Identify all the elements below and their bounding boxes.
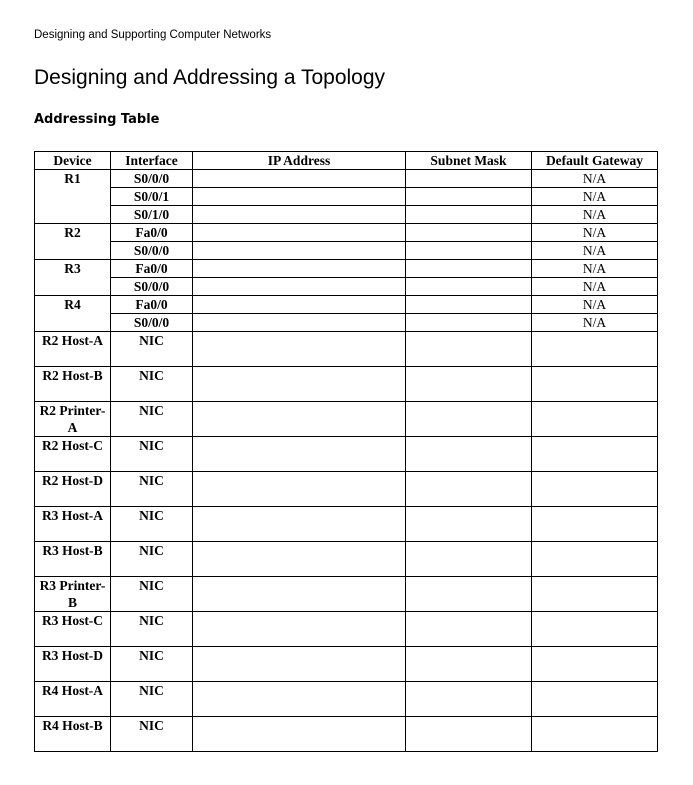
table-row [35,507,658,542]
device-cell: R2 [35,224,111,260]
interface-cell: Fa0/0 [111,260,193,278]
device-cell: R3 Printer-B [35,577,111,612]
ip-address-cell[interactable] [193,402,406,437]
default-gateway-cell[interactable] [532,437,658,472]
default-gateway-cell[interactable] [532,682,658,717]
interface-cell: NIC [111,542,193,577]
column-header-interface: Interface [111,152,193,170]
addressing-table [34,151,658,752]
ip-address-cell[interactable] [193,314,406,332]
ip-address-cell[interactable] [193,188,406,206]
ip-address-cell[interactable] [193,278,406,296]
ip-address-cell[interactable] [193,612,406,647]
subnet-mask-cell[interactable] [406,206,532,224]
table-row [35,682,658,717]
subnet-mask-cell[interactable] [406,717,532,752]
interface-cell: NIC [111,717,193,752]
interface-cell: NIC [111,472,193,507]
default-gateway-cell: N/A [532,314,658,332]
table-row [35,188,658,206]
subnet-mask-cell[interactable] [406,224,532,242]
ip-address-cell[interactable] [193,717,406,752]
table-row [35,314,658,332]
default-gateway-cell[interactable] [532,647,658,682]
subnet-mask-cell[interactable] [406,188,532,206]
subnet-mask-cell[interactable] [406,296,532,314]
table-row [35,647,658,682]
ip-address-cell[interactable] [193,507,406,542]
interface-cell: NIC [111,577,193,612]
subnet-mask-cell[interactable] [406,507,532,542]
ip-address-cell[interactable] [193,260,406,278]
column-header-subnet-mask: Subnet Mask [406,152,532,170]
subnet-mask-cell[interactable] [406,472,532,507]
device-cell: R3 Host-D [35,647,111,682]
table-row [35,278,658,296]
default-gateway-cell[interactable] [532,577,658,612]
default-gateway-cell[interactable] [532,507,658,542]
interface-cell: Fa0/0 [111,224,193,242]
default-gateway-cell: N/A [532,260,658,278]
device-cell: R3 Host-C [35,612,111,647]
interface-cell: NIC [111,367,193,402]
interface-cell: NIC [111,332,193,367]
default-gateway-cell: N/A [532,296,658,314]
column-header-device: Device [35,152,111,170]
device-cell: R3 Host-A [35,507,111,542]
interface-cell: NIC [111,647,193,682]
interface-cell: S0/0/0 [111,278,193,296]
interface-cell: NIC [111,437,193,472]
table-row [35,472,658,507]
default-gateway-cell[interactable] [532,612,658,647]
table-row [35,332,658,367]
table-header-row [35,152,658,170]
ip-address-cell[interactable] [193,224,406,242]
subnet-mask-cell[interactable] [406,260,532,278]
subnet-mask-cell[interactable] [406,278,532,296]
table-row [35,437,658,472]
table-row [35,170,658,188]
subnet-mask-cell[interactable] [406,542,532,577]
interface-cell: NIC [111,612,193,647]
table-row [35,542,658,577]
table-row [35,260,658,278]
interface-cell: NIC [111,507,193,542]
interface-cell: S0/0/0 [111,314,193,332]
subnet-mask-cell[interactable] [406,612,532,647]
page-title: Designing and Addressing a Topology [34,66,386,89]
subnet-mask-cell[interactable] [406,577,532,612]
default-gateway-cell[interactable] [532,542,658,577]
section-heading: Addressing Table [34,112,160,127]
ip-address-cell[interactable] [193,437,406,472]
ip-address-cell[interactable] [193,682,406,717]
device-cell: R2 Host-C [35,437,111,472]
device-cell: R1 [35,170,111,224]
ip-address-cell[interactable] [193,367,406,402]
subnet-mask-cell[interactable] [406,332,532,367]
interface-cell: Fa0/0 [111,296,193,314]
interface-cell: S0/1/0 [111,206,193,224]
subnet-mask-cell[interactable] [406,682,532,717]
device-cell: R2 Host-A [35,332,111,367]
device-cell: R2 Printer-A [35,402,111,437]
table-row [35,367,658,402]
ip-address-cell[interactable] [193,206,406,224]
device-cell: R2 Host-D [35,472,111,507]
device-cell: R2 Host-B [35,367,111,402]
ip-address-cell[interactable] [193,577,406,612]
interface-cell: NIC [111,402,193,437]
default-gateway-cell: N/A [532,224,658,242]
default-gateway-cell: N/A [532,278,658,296]
default-gateway-cell: N/A [532,188,658,206]
running-header: Designing and Supporting Computer Networks [34,29,272,41]
table-row [35,717,658,752]
column-header-default-gateway: Default Gateway [532,152,658,170]
subnet-mask-cell[interactable] [406,647,532,682]
ip-address-cell[interactable] [193,542,406,577]
table-row [35,206,658,224]
interface-cell: S0/0/1 [111,188,193,206]
default-gateway-cell[interactable] [532,472,658,507]
default-gateway-cell: N/A [532,170,658,188]
ip-address-cell[interactable] [193,242,406,260]
subnet-mask-cell[interactable] [406,242,532,260]
column-header-ip-address: IP Address [193,152,406,170]
default-gateway-cell: N/A [532,242,658,260]
subnet-mask-cell[interactable] [406,402,532,437]
ip-address-cell[interactable] [193,170,406,188]
table-row [35,296,658,314]
device-cell: R4 [35,296,111,332]
ip-address-cell[interactable] [193,296,406,314]
table-body [35,170,658,752]
table-row [35,577,658,612]
ip-address-cell[interactable] [193,647,406,682]
interface-cell: S0/0/0 [111,170,193,188]
interface-cell: NIC [111,682,193,717]
default-gateway-cell[interactable] [532,332,658,367]
device-cell: R3 Host-B [35,542,111,577]
ip-address-cell[interactable] [193,332,406,367]
subnet-mask-cell[interactable] [406,367,532,402]
table-row [35,402,658,437]
table-row [35,242,658,260]
device-cell: R4 Host-A [35,682,111,717]
subnet-mask-cell[interactable] [406,314,532,332]
default-gateway-cell[interactable] [532,717,658,752]
default-gateway-cell[interactable] [532,402,658,437]
ip-address-cell[interactable] [193,472,406,507]
default-gateway-cell[interactable] [532,367,658,402]
device-cell: R3 [35,260,111,296]
table-row [35,224,658,242]
subnet-mask-cell[interactable] [406,437,532,472]
interface-cell: S0/0/0 [111,242,193,260]
default-gateway-cell: N/A [532,206,658,224]
subnet-mask-cell[interactable] [406,170,532,188]
device-cell: R4 Host-B [35,717,111,752]
table-row [35,612,658,647]
